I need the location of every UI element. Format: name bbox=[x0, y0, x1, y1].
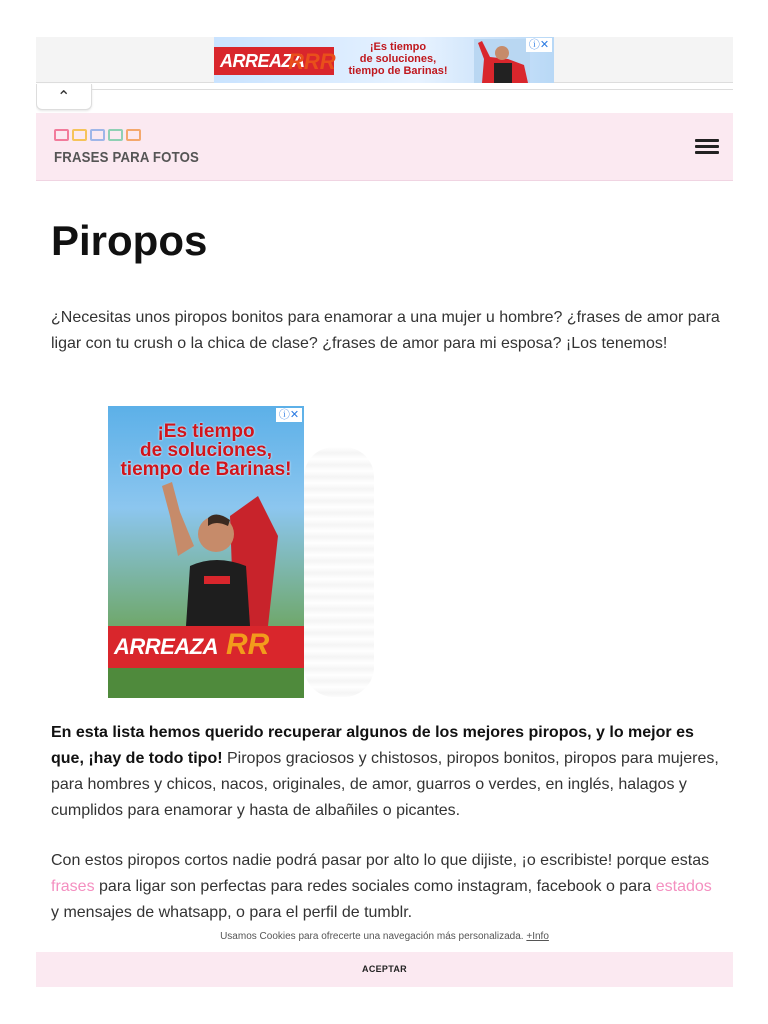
accept-cookies-button[interactable]: ACEPTAR bbox=[36, 952, 733, 987]
logo-squares-icon[interactable] bbox=[54, 128, 144, 142]
content-paragraph bbox=[51, 720, 721, 824]
logo-square bbox=[90, 129, 105, 141]
ad-slogan-line: tiempo de Barinas! bbox=[348, 65, 448, 77]
logo-square bbox=[108, 129, 123, 141]
logo-square bbox=[126, 129, 141, 141]
ad-shadow-decoration bbox=[304, 447, 374, 697]
side-ad-slogan-line: tiempo de Barinas! bbox=[120, 459, 292, 480]
cookie-info-link[interactable]: +Info bbox=[526, 931, 549, 942]
side-ad-brand-mark: RR bbox=[226, 628, 270, 661]
scroll-top-tab[interactable] bbox=[36, 84, 92, 110]
ad-brand-mark: RRR bbox=[288, 49, 336, 74]
logo-square bbox=[54, 129, 69, 141]
ad-slogan-line: de soluciones, bbox=[359, 53, 437, 65]
side-ad-brand: ARREAZA bbox=[114, 634, 219, 659]
cookie-notice bbox=[36, 930, 733, 950]
side-ad-slogan-line: ¡Es tiempo bbox=[157, 421, 255, 442]
ad-choices-icon[interactable]: ⓘ✕ bbox=[526, 38, 552, 52]
site-header bbox=[36, 113, 733, 181]
side-ad-brandbar bbox=[108, 626, 304, 668]
menu-bar bbox=[695, 151, 719, 154]
side-ad-slogan-line: de soluciones, bbox=[140, 440, 272, 461]
top-ad-banner[interactable] bbox=[214, 37, 554, 83]
site-logo-text[interactable]: FRASES PARA FOTOS bbox=[54, 149, 200, 166]
side-ad-ground bbox=[108, 668, 304, 698]
page-title: Piropos bbox=[51, 217, 208, 264]
cookie-text: Usamos Cookies para ofrecerte una navegación más personalizada. bbox=[220, 931, 524, 942]
ad-brand-box bbox=[214, 47, 334, 75]
intro-paragraph: ¿Necesitas unos piropos bonitos para enamorar a una mujer u hombre? ¿frases de amor para ligar con tu crush o la chica de clase? ¿frases de amor para mi esposa? ¡Los tenemos! bbox=[51, 309, 720, 352]
paragraph-text: y mensajes de whatsapp, o para el perfil de tumblr. bbox=[51, 904, 413, 921]
frases-link[interactable]: frases bbox=[51, 878, 95, 895]
top-ad-area bbox=[36, 37, 733, 83]
paragraph-text: Con estos piropos cortos nadie podrá pasar por alto lo que dijiste, ¡o escribiste! porque estas bbox=[51, 852, 710, 869]
page bbox=[36, 37, 733, 987]
bold-lead: En esta lista hemos querido recuperar algunos de los mejores piropos, y lo mejor es que, ¡hay de todo tipo! bbox=[51, 724, 694, 767]
side-ad-banner[interactable] bbox=[108, 406, 304, 698]
estados-link[interactable]: estados bbox=[655, 878, 712, 895]
side-ad-person-image bbox=[138, 476, 288, 626]
ad-slogan-line: ¡Es tiempo bbox=[369, 41, 427, 53]
content-paragraph bbox=[51, 848, 721, 923]
menu-bar bbox=[695, 145, 719, 148]
paragraph-text: Piropos graciosos y chistosos, piropos bonitos, piropos para mujeres, para hombres y chicos, nacos, originales, de amor, guarros o verdes, en inglés, halagos y cumplidos para enamorar y hasta de albañiles o picantes. bbox=[51, 750, 719, 819]
hamburger-menu-button[interactable] bbox=[695, 139, 719, 157]
side-ad-slogan bbox=[108, 422, 304, 479]
paragraph-text: para ligar son perfectas para redes sociales como instagram, facebook o para bbox=[94, 878, 656, 895]
logo-square bbox=[72, 129, 87, 141]
menu-bar bbox=[695, 139, 719, 142]
ad-slogan bbox=[338, 41, 458, 77]
ad-brand-text: ARREAZA bbox=[220, 51, 305, 71]
ad-choices-icon[interactable]: ⓘ✕ bbox=[276, 408, 302, 422]
divider bbox=[92, 89, 733, 90]
chevron-up-icon: ⌃ bbox=[57, 89, 71, 106]
ad-person-image bbox=[474, 39, 530, 83]
